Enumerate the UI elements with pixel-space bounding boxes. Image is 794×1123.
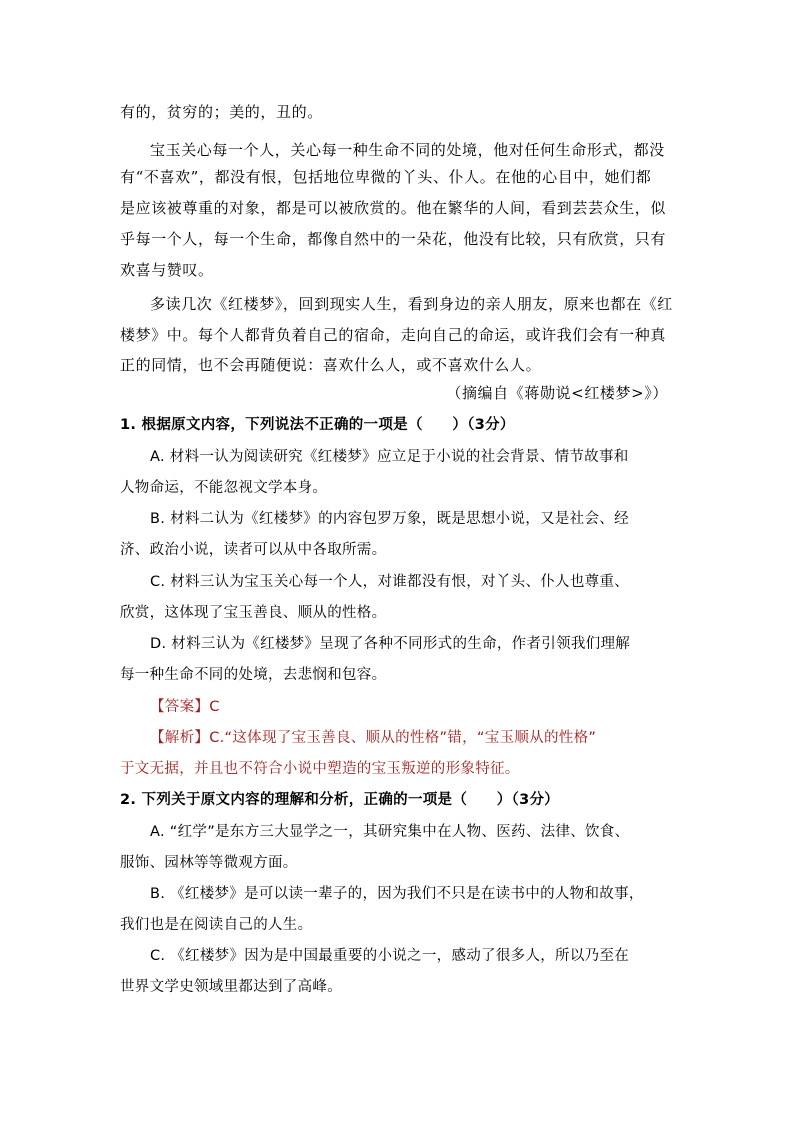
q1-option-b-line1: B. 材料二认为《红楼梦》的内容包罗万象，既是思想小说，又是社会、经: [150, 511, 629, 527]
q1-option-d-line2: 每一种生命不同的处境，去悲悯和包容。: [120, 667, 387, 683]
q1-option-b-line2: 济、政治小说，读者可以从中各取所需。: [120, 542, 387, 558]
material3-line: 是应该被尊重的对象，都是可以被欣赏的。他在繁华的人间，看到芸芸众生，似: [120, 199, 667, 217]
q1-answer: [150, 697, 220, 717]
material3-line: 有“不喜欢”，都没有恨，包括地位卑微的丫头、仆人。在他的心目中，她们都: [120, 168, 652, 186]
answer-label: 【答案】: [150, 699, 210, 715]
q2-option-b-line1: B. 《红楼梦》是可以读一辈子的，因为我们不只是在读书中的人物和故事，: [150, 886, 644, 902]
material3-line: 有的，贫穷的；美的，丑的。: [120, 103, 323, 121]
q2-option-c-line2: 世界文学史领域里都达到了高峰。: [120, 979, 342, 995]
q2-option-c-line1: C. 《红楼梦》因为是中国最重要的小说之一，感动了很多人，所以乃至在: [150, 948, 630, 964]
source-citation: （摘编自《蒋勋说<红楼梦>》）: [446, 384, 668, 402]
q2-option-a-line2: 服饰、园林等等微观方面。: [120, 855, 298, 871]
question-1-stem: 1. 根据原文内容，下列说法不正确的一项是（ ）（3分）: [120, 417, 515, 433]
q2-option-a-line1: A. “红学”是东方三大显学之一，其研究集中在人物、医药、法律、饮食、: [150, 824, 630, 840]
analysis-text: C.“这体现了宝玉善良、顺从的性格”错，“宝玉顺从的性格”: [209, 730, 597, 746]
material3-line: 乎每一个人，每一个生命，都像自然中的一朵花，他没有比较，只有欣赏，只有: [120, 230, 667, 248]
answer-value: C: [209, 699, 220, 715]
material3-line: 欢喜与赞叹。: [120, 261, 214, 279]
q1-analysis-line1: [150, 728, 596, 748]
material3-line: 宝玉关心每一个人，关心每一种生命不同的处境，他对任何生命形式，都没: [150, 141, 665, 159]
q1-option-a-line2: 人物命运，不能忽视文学本身。: [120, 480, 328, 496]
q1-analysis-line2: 于文无据，并且也不符合小说中塑造的宝玉叛逆的形象特征。: [120, 761, 520, 777]
material3-line: 正的同情，也不会再随便说：喜欢什么人，或不喜欢什么人。: [120, 356, 542, 374]
q1-option-c-line1: C. 材料三认为宝玉关心每一个人，对谁都没有恨，对丫头、仆人也尊重、: [150, 574, 630, 590]
question-2-stem: 2. 下列关于原文内容的理解和分析，正确的一项是（ ）（3分）: [120, 792, 560, 808]
analysis-label: 【解析】: [150, 730, 210, 746]
q1-option-c-line2: 欣赏，这体现了宝玉善良、顺从的性格。: [120, 605, 387, 621]
q2-option-b-line2: 我们也是在阅读自己的人生。: [120, 917, 313, 933]
material3-line: 多读几次《红楼梦》，回到现实人生，看到身边的亲人朋友，原来也都在《红: [150, 295, 673, 313]
q1-option-d-line1: D. 材料三认为《红楼梦》呈现了各种不同形式的生命，作者引领我们理解: [150, 636, 631, 652]
q1-option-a-line1: A. 材料一认为阅读研究《红楼梦》应立足于小说的社会背景、情节故事和: [150, 449, 629, 465]
material3-line: 楼梦》中。每个人都背负着自己的宿命，走向自己的命运，或许我们会有一种真: [120, 326, 667, 344]
